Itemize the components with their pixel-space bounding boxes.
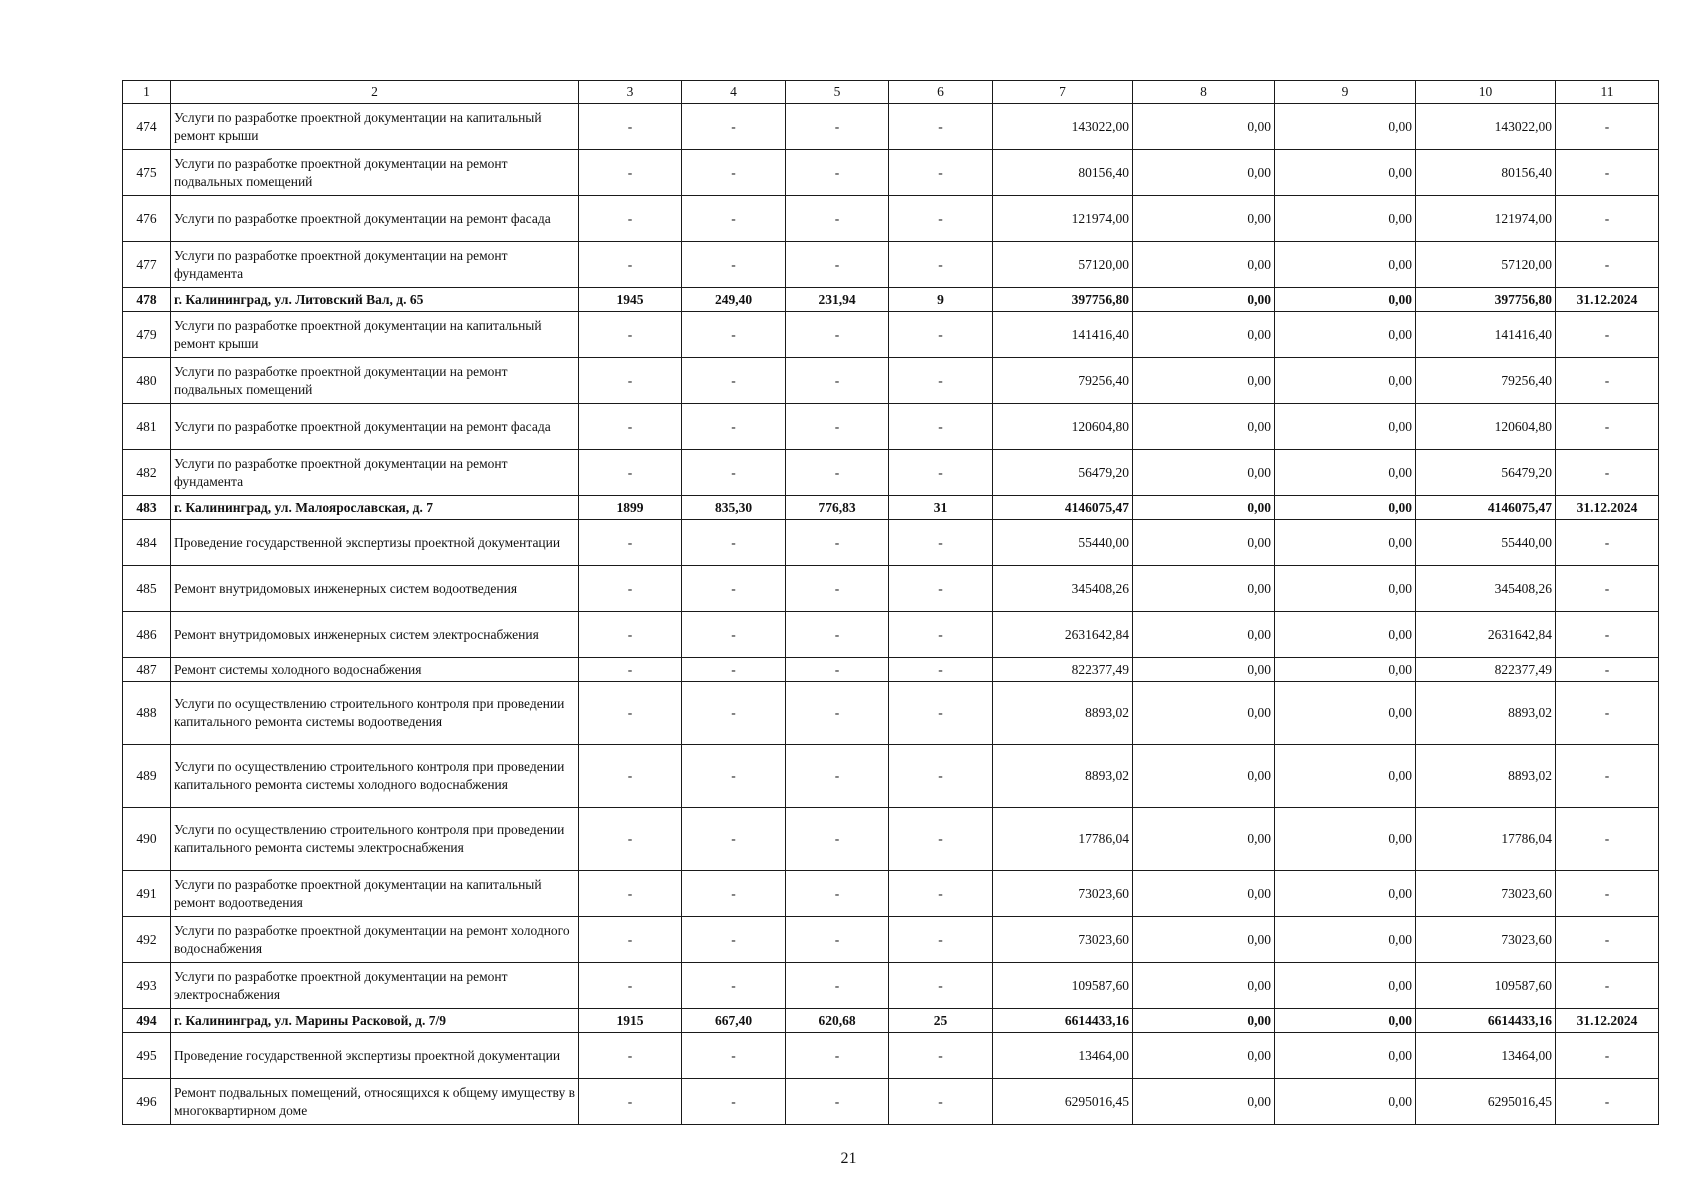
cell-completion-date: - xyxy=(1556,520,1659,566)
cell-row-number: 474 xyxy=(123,104,171,150)
cell-item-name: Ремонт внутридомовых инженерных систем электроснабжения xyxy=(171,612,579,658)
cell-living-area: - xyxy=(786,150,889,196)
cell-living-area: - xyxy=(786,658,889,682)
cell-fund-amount: 0,00 xyxy=(1133,404,1275,450)
cell-item-name: Ремонт подвальных помещений, относящихся к общему имуществу в многоквартирном доме xyxy=(171,1079,579,1125)
cell-row-number: 483 xyxy=(123,496,171,520)
cell-residents-count: - xyxy=(889,745,993,808)
cell-fund-amount: 0,00 xyxy=(1133,612,1275,658)
cell-region-funds: 143022,00 xyxy=(1416,104,1556,150)
cell-living-area: 620,68 xyxy=(786,1009,889,1033)
cell-row-number: 482 xyxy=(123,450,171,496)
cell-other-funds: 0,00 xyxy=(1275,404,1416,450)
cell-region-funds: 120604,80 xyxy=(1416,404,1556,450)
column-header-year-built: 3 xyxy=(579,81,682,104)
cell-living-area: - xyxy=(786,566,889,612)
cell-fund-amount: 0,00 xyxy=(1133,496,1275,520)
cell-residents-count: - xyxy=(889,242,993,288)
cell-residents-count: - xyxy=(889,566,993,612)
cell-total-cost: 79256,40 xyxy=(993,358,1133,404)
cell-total-cost: 57120,00 xyxy=(993,242,1133,288)
cell-region-funds: 55440,00 xyxy=(1416,520,1556,566)
cell-residents-count: - xyxy=(889,808,993,871)
cell-other-funds: 0,00 xyxy=(1275,917,1416,963)
cell-residents-count: - xyxy=(889,196,993,242)
cell-completion-date: - xyxy=(1556,745,1659,808)
cell-completion-date: - xyxy=(1556,150,1659,196)
cell-living-area: - xyxy=(786,104,889,150)
cell-region-funds: 109587,60 xyxy=(1416,963,1556,1009)
cell-row-number: 480 xyxy=(123,358,171,404)
column-header-residents-count: 6 xyxy=(889,81,993,104)
cell-total-cost: 345408,26 xyxy=(993,566,1133,612)
cell-completion-date: - xyxy=(1556,404,1659,450)
cell-row-number: 491 xyxy=(123,871,171,917)
column-header-row-number: 1 xyxy=(123,81,171,104)
table-row xyxy=(123,520,1659,566)
table-row xyxy=(123,312,1659,358)
cell-region-funds: 6614433,16 xyxy=(1416,1009,1556,1033)
cell-fund-amount: 0,00 xyxy=(1133,745,1275,808)
cell-row-number: 478 xyxy=(123,288,171,312)
table-row xyxy=(123,242,1659,288)
cell-living-area: - xyxy=(786,450,889,496)
cell-item-name: Ремонт системы холодного водоснабжения xyxy=(171,658,579,682)
cell-residents-count: 9 xyxy=(889,288,993,312)
cell-item-name: Услуги по разработке проектной документации на ремонт фасада xyxy=(171,404,579,450)
column-header-item-name: 2 xyxy=(171,81,579,104)
cell-year-built: - xyxy=(579,450,682,496)
cell-total-area: - xyxy=(682,520,786,566)
cell-total-area: - xyxy=(682,871,786,917)
cell-total-cost: 80156,40 xyxy=(993,150,1133,196)
cell-completion-date: - xyxy=(1556,196,1659,242)
cell-region-funds: 17786,04 xyxy=(1416,808,1556,871)
cell-item-name: г. Калининград, ул. Марины Расковой, д. 7/9 xyxy=(171,1009,579,1033)
cell-total-cost: 8893,02 xyxy=(993,745,1133,808)
cell-fund-amount: 0,00 xyxy=(1133,1079,1275,1125)
cell-year-built: - xyxy=(579,358,682,404)
cell-completion-date: - xyxy=(1556,104,1659,150)
cell-year-built: - xyxy=(579,520,682,566)
cell-residents-count: - xyxy=(889,104,993,150)
table-row xyxy=(123,682,1659,745)
cell-living-area: - xyxy=(786,612,889,658)
cell-region-funds: 121974,00 xyxy=(1416,196,1556,242)
cell-fund-amount: 0,00 xyxy=(1133,288,1275,312)
cell-item-name: Услуги по разработке проектной документации на капитальный ремонт крыши xyxy=(171,312,579,358)
cell-total-cost: 17786,04 xyxy=(993,808,1133,871)
cell-total-cost: 13464,00 xyxy=(993,1033,1133,1079)
cell-completion-date: - xyxy=(1556,808,1659,871)
cell-residents-count: - xyxy=(889,963,993,1009)
cell-residents-count: - xyxy=(889,358,993,404)
cell-total-cost: 109587,60 xyxy=(993,963,1133,1009)
column-header-living-area: 5 xyxy=(786,81,889,104)
cell-fund-amount: 0,00 xyxy=(1133,917,1275,963)
cell-row-number: 496 xyxy=(123,1079,171,1125)
cell-other-funds: 0,00 xyxy=(1275,871,1416,917)
table-row xyxy=(123,612,1659,658)
cell-total-area: - xyxy=(682,358,786,404)
cell-total-cost: 822377,49 xyxy=(993,658,1133,682)
cell-row-number: 493 xyxy=(123,963,171,1009)
cell-total-cost: 55440,00 xyxy=(993,520,1133,566)
cell-total-cost: 397756,80 xyxy=(993,288,1133,312)
cell-completion-date: - xyxy=(1556,612,1659,658)
cell-item-name: Услуги по разработке проектной документации на ремонт фундамента xyxy=(171,242,579,288)
cell-total-cost: 8893,02 xyxy=(993,682,1133,745)
cell-year-built: - xyxy=(579,808,682,871)
cell-total-area: - xyxy=(682,1033,786,1079)
cell-fund-amount: 0,00 xyxy=(1133,358,1275,404)
cell-item-name: Услуги по разработке проектной документации на ремонт подвальных помещений xyxy=(171,358,579,404)
cell-item-name: г. Калининград, ул. Малоярославская, д. 7 xyxy=(171,496,579,520)
cell-item-name: Проведение государственной экспертизы проектной документации xyxy=(171,1033,579,1079)
cell-living-area: - xyxy=(786,745,889,808)
table-row xyxy=(123,1033,1659,1079)
cell-living-area: - xyxy=(786,808,889,871)
table-row xyxy=(123,917,1659,963)
cell-living-area: - xyxy=(786,404,889,450)
cell-residents-count: - xyxy=(889,658,993,682)
cell-item-name: Услуги по разработке проектной документации на ремонт фасада xyxy=(171,196,579,242)
cell-completion-date: - xyxy=(1556,358,1659,404)
cell-item-name: Услуги по разработке проектной документации на капитальный ремонт крыши xyxy=(171,104,579,150)
cell-row-number: 487 xyxy=(123,658,171,682)
cell-year-built: 1945 xyxy=(579,288,682,312)
cell-item-name: Услуги по разработке проектной документации на ремонт подвальных помещений xyxy=(171,150,579,196)
cell-residents-count: - xyxy=(889,612,993,658)
cell-total-area: 667,40 xyxy=(682,1009,786,1033)
cell-total-area: - xyxy=(682,312,786,358)
column-header-fund-amount: 8 xyxy=(1133,81,1275,104)
cell-living-area: - xyxy=(786,312,889,358)
cell-completion-date: - xyxy=(1556,871,1659,917)
cell-item-name: Ремонт внутридомовых инженерных систем водоотведения xyxy=(171,566,579,612)
cell-region-funds: 8893,02 xyxy=(1416,682,1556,745)
cell-row-number: 475 xyxy=(123,150,171,196)
address-row xyxy=(123,496,1659,520)
cell-item-name: г. Калининград, ул. Литовский Вал, д. 65 xyxy=(171,288,579,312)
cell-completion-date: - xyxy=(1556,682,1659,745)
cell-living-area: - xyxy=(786,963,889,1009)
cell-row-number: 477 xyxy=(123,242,171,288)
cell-year-built: - xyxy=(579,658,682,682)
column-header-region-funds: 10 xyxy=(1416,81,1556,104)
cell-region-funds: 4146075,47 xyxy=(1416,496,1556,520)
page-number: 21 xyxy=(840,1150,857,1167)
cell-residents-count: - xyxy=(889,404,993,450)
cell-total-area: - xyxy=(682,963,786,1009)
cell-total-cost: 4146075,47 xyxy=(993,496,1133,520)
cell-total-area: 249,40 xyxy=(682,288,786,312)
cell-fund-amount: 0,00 xyxy=(1133,520,1275,566)
cell-total-area: - xyxy=(682,745,786,808)
table-row xyxy=(123,808,1659,871)
cell-total-cost: 2631642,84 xyxy=(993,612,1133,658)
cell-item-name: Услуги по разработке проектной документации на ремонт фундамента xyxy=(171,450,579,496)
cell-row-number: 488 xyxy=(123,682,171,745)
cell-total-area: - xyxy=(682,104,786,150)
cell-other-funds: 0,00 xyxy=(1275,658,1416,682)
cell-item-name: Проведение государственной экспертизы проектной документации xyxy=(171,520,579,566)
cell-total-cost: 143022,00 xyxy=(993,104,1133,150)
cell-residents-count: - xyxy=(889,1033,993,1079)
cell-completion-date: 31.12.2024 xyxy=(1556,496,1659,520)
cell-other-funds: 0,00 xyxy=(1275,288,1416,312)
cell-residents-count: - xyxy=(889,312,993,358)
cell-total-cost: 73023,60 xyxy=(993,917,1133,963)
address-row xyxy=(123,288,1659,312)
cell-fund-amount: 0,00 xyxy=(1133,566,1275,612)
table-row xyxy=(123,450,1659,496)
cell-year-built: - xyxy=(579,150,682,196)
cell-total-cost: 56479,20 xyxy=(993,450,1133,496)
table-row xyxy=(123,566,1659,612)
cell-region-funds: 80156,40 xyxy=(1416,150,1556,196)
cell-other-funds: 0,00 xyxy=(1275,104,1416,150)
cell-fund-amount: 0,00 xyxy=(1133,450,1275,496)
cell-living-area: - xyxy=(786,196,889,242)
cell-region-funds: 397756,80 xyxy=(1416,288,1556,312)
cell-completion-date: - xyxy=(1556,963,1659,1009)
cell-fund-amount: 0,00 xyxy=(1133,658,1275,682)
table-row xyxy=(123,963,1659,1009)
cell-row-number: 484 xyxy=(123,520,171,566)
cell-row-number: 476 xyxy=(123,196,171,242)
data-table xyxy=(122,80,1659,1125)
cell-total-area: - xyxy=(682,566,786,612)
cell-year-built: - xyxy=(579,312,682,358)
cell-other-funds: 0,00 xyxy=(1275,612,1416,658)
table-row xyxy=(123,358,1659,404)
cell-living-area: 231,94 xyxy=(786,288,889,312)
cell-region-funds: 79256,40 xyxy=(1416,358,1556,404)
cell-region-funds: 345408,26 xyxy=(1416,566,1556,612)
cell-row-number: 494 xyxy=(123,1009,171,1033)
cell-other-funds: 0,00 xyxy=(1275,496,1416,520)
cell-region-funds: 8893,02 xyxy=(1416,745,1556,808)
cell-living-area: - xyxy=(786,917,889,963)
table-row xyxy=(123,658,1659,682)
cell-year-built: - xyxy=(579,871,682,917)
cell-completion-date: - xyxy=(1556,242,1659,288)
cell-total-area: - xyxy=(682,808,786,871)
column-number-header-row xyxy=(123,81,1659,104)
cell-total-area: - xyxy=(682,150,786,196)
cell-residents-count: - xyxy=(889,150,993,196)
cell-fund-amount: 0,00 xyxy=(1133,196,1275,242)
cell-other-funds: 0,00 xyxy=(1275,1033,1416,1079)
cell-total-cost: 6295016,45 xyxy=(993,1079,1133,1125)
cell-year-built: - xyxy=(579,566,682,612)
column-header-other-funds: 9 xyxy=(1275,81,1416,104)
cell-region-funds: 2631642,84 xyxy=(1416,612,1556,658)
cell-fund-amount: 0,00 xyxy=(1133,312,1275,358)
cell-item-name: Услуги по осуществлению строительного контроля при проведении капитального ремонта системы электроснабжения xyxy=(171,808,579,871)
cell-region-funds: 73023,60 xyxy=(1416,917,1556,963)
cell-row-number: 490 xyxy=(123,808,171,871)
cell-other-funds: 0,00 xyxy=(1275,1009,1416,1033)
cell-year-built: - xyxy=(579,963,682,1009)
cell-total-cost: 120604,80 xyxy=(993,404,1133,450)
cell-completion-date: - xyxy=(1556,450,1659,496)
cell-total-area: - xyxy=(682,450,786,496)
cell-region-funds: 73023,60 xyxy=(1416,871,1556,917)
cell-other-funds: 0,00 xyxy=(1275,808,1416,871)
cell-residents-count: - xyxy=(889,682,993,745)
cell-other-funds: 0,00 xyxy=(1275,566,1416,612)
cell-residents-count: - xyxy=(889,917,993,963)
cell-other-funds: 0,00 xyxy=(1275,682,1416,745)
column-header-total-area: 4 xyxy=(682,81,786,104)
table-row xyxy=(123,1079,1659,1125)
cell-living-area: - xyxy=(786,1033,889,1079)
cell-item-name: Услуги по разработке проектной документации на ремонт электроснабжения xyxy=(171,963,579,1009)
cell-year-built: - xyxy=(579,196,682,242)
table-row xyxy=(123,745,1659,808)
cell-residents-count: - xyxy=(889,520,993,566)
table-row xyxy=(123,196,1659,242)
cell-living-area: - xyxy=(786,358,889,404)
cell-living-area: - xyxy=(786,520,889,566)
cell-row-number: 481 xyxy=(123,404,171,450)
cell-residents-count: - xyxy=(889,871,993,917)
cell-fund-amount: 0,00 xyxy=(1133,242,1275,288)
table-row xyxy=(123,104,1659,150)
cell-year-built: - xyxy=(579,242,682,288)
cell-year-built: - xyxy=(579,917,682,963)
cell-row-number: 492 xyxy=(123,917,171,963)
cell-residents-count: 31 xyxy=(889,496,993,520)
cell-row-number: 489 xyxy=(123,745,171,808)
cell-item-name: Услуги по осуществлению строительного контроля при проведении капитального ремонта системы водоотведения xyxy=(171,682,579,745)
cell-row-number: 486 xyxy=(123,612,171,658)
cell-fund-amount: 0,00 xyxy=(1133,104,1275,150)
cell-total-area: - xyxy=(682,682,786,745)
cell-region-funds: 56479,20 xyxy=(1416,450,1556,496)
cell-completion-date: - xyxy=(1556,658,1659,682)
cell-fund-amount: 0,00 xyxy=(1133,150,1275,196)
cell-other-funds: 0,00 xyxy=(1275,242,1416,288)
cell-total-cost: 73023,60 xyxy=(993,871,1133,917)
cell-completion-date: - xyxy=(1556,1079,1659,1125)
cell-item-name: Услуги по осуществлению строительного контроля при проведении капитального ремонта системы холодного водоснабжения xyxy=(171,745,579,808)
cell-year-built: - xyxy=(579,682,682,745)
cell-total-area: - xyxy=(682,242,786,288)
cell-fund-amount: 0,00 xyxy=(1133,963,1275,1009)
cell-year-built: 1915 xyxy=(579,1009,682,1033)
cell-fund-amount: 0,00 xyxy=(1133,808,1275,871)
cell-completion-date: - xyxy=(1556,1033,1659,1079)
cell-total-cost: 121974,00 xyxy=(993,196,1133,242)
cell-year-built: 1899 xyxy=(579,496,682,520)
cell-fund-amount: 0,00 xyxy=(1133,1033,1275,1079)
cell-total-area: - xyxy=(682,1079,786,1125)
cell-year-built: - xyxy=(579,1079,682,1125)
cell-region-funds: 6295016,45 xyxy=(1416,1079,1556,1125)
table-body xyxy=(123,81,1659,1125)
cell-fund-amount: 0,00 xyxy=(1133,682,1275,745)
cell-row-number: 485 xyxy=(123,566,171,612)
cell-completion-date: 31.12.2024 xyxy=(1556,288,1659,312)
column-header-completion-date: 11 xyxy=(1556,81,1659,104)
cell-total-area: 835,30 xyxy=(682,496,786,520)
cell-living-area: - xyxy=(786,1079,889,1125)
cell-year-built: - xyxy=(579,404,682,450)
cell-other-funds: 0,00 xyxy=(1275,745,1416,808)
cell-completion-date: - xyxy=(1556,566,1659,612)
cell-year-built: - xyxy=(579,745,682,808)
cell-fund-amount: 0,00 xyxy=(1133,871,1275,917)
column-header-total-cost: 7 xyxy=(993,81,1133,104)
address-row xyxy=(123,1009,1659,1033)
cell-living-area: 776,83 xyxy=(786,496,889,520)
cell-total-area: - xyxy=(682,658,786,682)
table-row xyxy=(123,871,1659,917)
cell-completion-date: 31.12.2024 xyxy=(1556,1009,1659,1033)
cell-total-area: - xyxy=(682,917,786,963)
cell-other-funds: 0,00 xyxy=(1275,963,1416,1009)
cell-total-area: - xyxy=(682,404,786,450)
cell-total-area: - xyxy=(682,612,786,658)
cell-other-funds: 0,00 xyxy=(1275,1079,1416,1125)
cell-region-funds: 57120,00 xyxy=(1416,242,1556,288)
cell-row-number: 479 xyxy=(123,312,171,358)
cell-row-number: 495 xyxy=(123,1033,171,1079)
cell-residents-count: - xyxy=(889,1079,993,1125)
cell-living-area: - xyxy=(786,871,889,917)
cell-living-area: - xyxy=(786,242,889,288)
cell-year-built: - xyxy=(579,1033,682,1079)
cell-item-name: Услуги по разработке проектной документации на ремонт холодного водоснабжения xyxy=(171,917,579,963)
table-row xyxy=(123,150,1659,196)
cell-item-name: Услуги по разработке проектной документации на капитальный ремонт водоотведения xyxy=(171,871,579,917)
table-row xyxy=(123,404,1659,450)
cell-fund-amount: 0,00 xyxy=(1133,1009,1275,1033)
cell-completion-date: - xyxy=(1556,312,1659,358)
cell-completion-date: - xyxy=(1556,917,1659,963)
cell-other-funds: 0,00 xyxy=(1275,196,1416,242)
cell-other-funds: 0,00 xyxy=(1275,312,1416,358)
cell-total-area: - xyxy=(682,196,786,242)
cell-other-funds: 0,00 xyxy=(1275,358,1416,404)
cell-other-funds: 0,00 xyxy=(1275,450,1416,496)
cell-living-area: - xyxy=(786,682,889,745)
cell-region-funds: 141416,40 xyxy=(1416,312,1556,358)
cell-residents-count: - xyxy=(889,450,993,496)
cell-region-funds: 822377,49 xyxy=(1416,658,1556,682)
cell-other-funds: 0,00 xyxy=(1275,150,1416,196)
cell-other-funds: 0,00 xyxy=(1275,520,1416,566)
cell-year-built: - xyxy=(579,612,682,658)
cell-total-cost: 141416,40 xyxy=(993,312,1133,358)
cell-region-funds: 13464,00 xyxy=(1416,1033,1556,1079)
cell-year-built: - xyxy=(579,104,682,150)
cell-residents-count: 25 xyxy=(889,1009,993,1033)
cell-total-cost: 6614433,16 xyxy=(993,1009,1133,1033)
